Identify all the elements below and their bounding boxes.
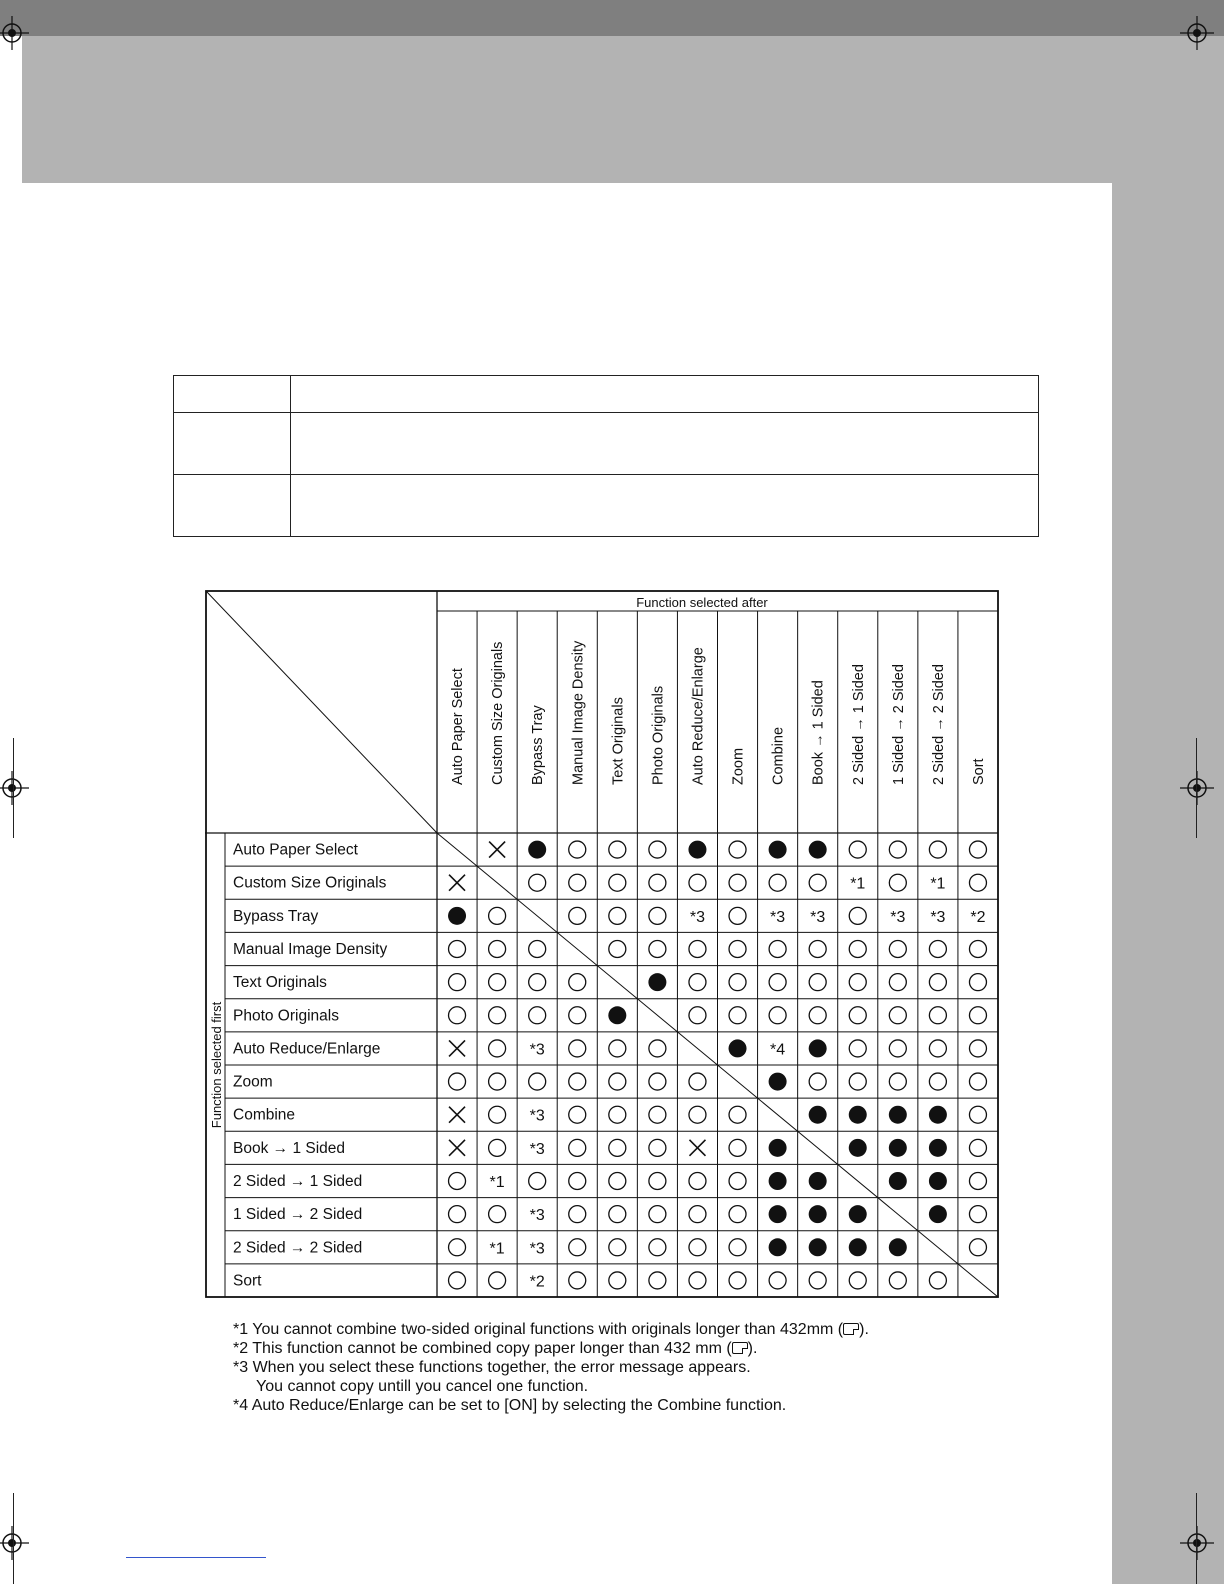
open-circle-icon xyxy=(609,1073,626,1090)
open-circle-icon xyxy=(969,874,986,891)
open-circle-icon xyxy=(689,1106,706,1123)
open-circle-icon xyxy=(649,1106,666,1123)
open-circle-icon xyxy=(489,1007,506,1024)
open-circle-icon xyxy=(449,1206,466,1223)
filled-circle-icon xyxy=(929,1205,947,1223)
footnote-ref: *3 xyxy=(930,908,946,926)
open-circle-icon xyxy=(449,1173,466,1190)
filled-circle-icon xyxy=(729,1039,747,1057)
open-circle-icon xyxy=(609,874,626,891)
open-circle-icon xyxy=(809,1272,826,1289)
open-circle-icon xyxy=(969,1040,986,1057)
row-label: Manual Image Density xyxy=(233,941,388,958)
footnote-ref: *3 xyxy=(529,1041,545,1059)
footnote-ref: *3 xyxy=(529,1240,545,1258)
footnote-ref: *3 xyxy=(529,1207,545,1225)
open-circle-icon xyxy=(969,841,986,858)
open-circle-icon xyxy=(729,874,746,891)
open-circle-icon xyxy=(609,941,626,958)
open-circle-icon xyxy=(569,1206,586,1223)
open-circle-icon xyxy=(849,974,866,991)
open-circle-icon xyxy=(849,1040,866,1057)
column-label: Zoom xyxy=(730,747,747,785)
legend-cell xyxy=(174,413,291,475)
open-circle-icon xyxy=(609,907,626,924)
open-circle-icon xyxy=(489,1206,506,1223)
footnote-2-text: *2 This function cannot be combined copy paper longer than 432 mm ( xyxy=(233,1340,732,1357)
open-circle-icon xyxy=(489,1106,506,1123)
footnote-ref: *3 xyxy=(810,908,826,926)
registration-mark-icon xyxy=(1180,16,1214,50)
open-circle-icon xyxy=(569,1139,586,1156)
open-circle-icon xyxy=(889,1007,906,1024)
open-circle-icon xyxy=(729,974,746,991)
registration-mark-icon xyxy=(1180,1526,1214,1560)
open-circle-icon xyxy=(489,1272,506,1289)
paper-size-icon xyxy=(843,1323,859,1335)
header-diagonal xyxy=(206,591,437,833)
open-circle-icon xyxy=(569,1239,586,1256)
open-circle-icon xyxy=(809,1007,826,1024)
open-circle-icon xyxy=(489,974,506,991)
open-circle-icon xyxy=(729,907,746,924)
registration-mark-icon xyxy=(0,16,29,50)
open-circle-icon xyxy=(689,874,706,891)
open-circle-icon xyxy=(649,941,666,958)
filled-circle-icon xyxy=(448,907,466,925)
filled-circle-icon xyxy=(769,1172,787,1190)
open-circle-icon xyxy=(729,1106,746,1123)
open-circle-icon xyxy=(489,1040,506,1057)
legend-table xyxy=(173,375,1039,537)
filled-circle-icon xyxy=(769,841,787,859)
filled-circle-icon xyxy=(769,1073,787,1091)
open-circle-icon xyxy=(529,941,546,958)
open-circle-icon xyxy=(489,1139,506,1156)
footnote-ref: *3 xyxy=(770,908,786,926)
footnote-ref: *1 xyxy=(850,875,866,893)
filled-circle-icon xyxy=(889,1106,907,1124)
open-circle-icon xyxy=(489,907,506,924)
row-label: Photo Originals xyxy=(233,1007,339,1025)
filled-circle-icon xyxy=(769,1238,787,1256)
filled-circle-icon xyxy=(809,1238,827,1256)
column-label: Text Originals xyxy=(610,697,627,785)
filled-circle-icon xyxy=(688,841,706,859)
open-circle-icon xyxy=(689,1007,706,1024)
open-circle-icon xyxy=(969,941,986,958)
open-circle-icon xyxy=(929,1073,946,1090)
column-label: Book → 1 Sided xyxy=(810,680,827,785)
column-label: 2 Sided → 1 Sided xyxy=(850,664,867,785)
filled-circle-icon xyxy=(929,1172,947,1190)
open-circle-icon xyxy=(889,1073,906,1090)
column-label: 1 Sided → 2 Sided xyxy=(890,664,907,785)
open-circle-icon xyxy=(449,974,466,991)
open-circle-icon xyxy=(769,974,786,991)
filled-circle-icon xyxy=(648,973,666,991)
open-circle-icon xyxy=(969,1007,986,1024)
filled-circle-icon xyxy=(769,1139,787,1157)
open-circle-icon xyxy=(569,974,586,991)
registration-mark-icon xyxy=(1180,771,1214,805)
footnote-ref: *3 xyxy=(529,1140,545,1158)
open-circle-icon xyxy=(969,1073,986,1090)
footnote-ref: *4 xyxy=(770,1041,786,1059)
footnote-ref: *2 xyxy=(529,1273,545,1291)
open-circle-icon xyxy=(729,1272,746,1289)
row-label: 2 Sided → 2 Sided xyxy=(233,1239,363,1257)
open-circle-icon xyxy=(769,1272,786,1289)
open-circle-icon xyxy=(649,874,666,891)
open-circle-icon xyxy=(449,1239,466,1256)
cross-icon xyxy=(449,875,465,891)
row-label: Text Originals xyxy=(233,974,327,992)
filled-circle-icon xyxy=(929,1139,947,1157)
cross-icon xyxy=(449,1107,465,1123)
footnote-2-end: ). xyxy=(747,1340,758,1357)
filled-circle-icon xyxy=(809,1205,827,1223)
filled-circle-icon xyxy=(929,1106,947,1124)
open-circle-icon xyxy=(649,1040,666,1057)
open-circle-icon xyxy=(569,1007,586,1024)
legend-cell xyxy=(174,376,291,413)
footnote-3-continued: You cannot copy untill you cancel one function. xyxy=(256,1378,589,1395)
open-circle-icon xyxy=(489,1073,506,1090)
paper-size-icon xyxy=(732,1342,748,1354)
combination-matrix xyxy=(205,590,1001,1300)
open-circle-icon xyxy=(569,1040,586,1057)
open-circle-icon xyxy=(969,1106,986,1123)
legend-cell xyxy=(291,475,1039,537)
registration-mark-icon xyxy=(0,1526,29,1560)
open-circle-icon xyxy=(689,1073,706,1090)
row-label: Custom Size Originals xyxy=(233,874,387,892)
open-circle-icon xyxy=(729,1139,746,1156)
open-circle-icon xyxy=(849,941,866,958)
open-circle-icon xyxy=(969,1173,986,1190)
side-tab-band xyxy=(1112,183,1224,1584)
open-circle-icon xyxy=(889,841,906,858)
open-circle-icon xyxy=(849,841,866,858)
footnote-ref: *2 xyxy=(970,908,986,926)
open-circle-icon xyxy=(929,1007,946,1024)
filled-circle-icon xyxy=(809,1172,827,1190)
open-circle-icon xyxy=(569,841,586,858)
open-circle-icon xyxy=(689,1206,706,1223)
open-circle-icon xyxy=(809,974,826,991)
open-circle-icon xyxy=(689,1272,706,1289)
footnote-4: *4 Auto Reduce/Enlarge can be set to [ON] by selecting the Combine function. xyxy=(233,1397,787,1414)
footnote-ref: *1 xyxy=(930,875,946,893)
open-circle-icon xyxy=(609,1206,626,1223)
footnote-1-text: *1 You cannot combine two-sided original functions with originals longer than 432mm ( xyxy=(233,1321,844,1338)
open-circle-icon xyxy=(969,974,986,991)
open-circle-icon xyxy=(609,1139,626,1156)
filled-circle-icon xyxy=(849,1238,867,1256)
cross-icon xyxy=(449,1040,465,1056)
filled-circle-icon xyxy=(809,1039,827,1057)
legend-cell xyxy=(291,413,1039,475)
filled-circle-icon xyxy=(809,841,827,859)
top-bar xyxy=(0,0,1224,36)
open-circle-icon xyxy=(609,1040,626,1057)
open-circle-icon xyxy=(769,1007,786,1024)
column-label: Custom Size Originals xyxy=(490,641,507,785)
registration-mark-icon xyxy=(0,771,29,805)
open-circle-icon xyxy=(489,941,506,958)
filled-circle-icon xyxy=(528,841,546,859)
open-circle-icon xyxy=(449,1073,466,1090)
open-circle-icon xyxy=(609,841,626,858)
filled-circle-icon xyxy=(849,1139,867,1157)
footnote-1 xyxy=(233,1320,993,1339)
crop-line xyxy=(1196,738,1197,838)
open-circle-icon xyxy=(649,907,666,924)
column-label: Photo Originals xyxy=(650,685,667,785)
open-circle-icon xyxy=(529,1073,546,1090)
open-circle-icon xyxy=(889,874,906,891)
open-circle-icon xyxy=(569,907,586,924)
cross-icon xyxy=(689,1140,705,1156)
open-circle-icon xyxy=(529,874,546,891)
row-label: 2 Sided → 1 Sided xyxy=(233,1173,363,1190)
open-circle-icon xyxy=(849,1073,866,1090)
open-circle-icon xyxy=(889,941,906,958)
filled-circle-icon xyxy=(849,1106,867,1124)
filled-circle-icon xyxy=(849,1205,867,1223)
open-circle-icon xyxy=(449,1272,466,1289)
open-circle-icon xyxy=(969,1206,986,1223)
footnote-ref: *3 xyxy=(529,1107,545,1125)
side-header: Function selected first xyxy=(209,1001,224,1129)
column-label: Auto Reduce/Enlarge xyxy=(690,647,707,785)
footnote-3: *3 When you select these functions together, the error message appears. xyxy=(233,1359,751,1376)
row-label: Auto Paper Select xyxy=(233,841,358,859)
crop-line xyxy=(1196,1493,1197,1584)
open-circle-icon xyxy=(929,941,946,958)
open-circle-icon xyxy=(889,1040,906,1057)
footnote-1-end: ). xyxy=(859,1321,869,1338)
open-circle-icon xyxy=(729,1206,746,1223)
open-circle-icon xyxy=(609,1106,626,1123)
open-circle-icon xyxy=(689,1239,706,1256)
footnote-ref: *3 xyxy=(890,908,906,926)
open-circle-icon xyxy=(929,974,946,991)
filled-circle-icon xyxy=(889,1172,907,1190)
crop-line xyxy=(13,738,14,838)
open-circle-icon xyxy=(689,941,706,958)
open-circle-icon xyxy=(569,1073,586,1090)
column-label: 2 Sided → 2 Sided xyxy=(930,664,947,785)
legend-cell xyxy=(291,376,1039,413)
open-circle-icon xyxy=(729,1173,746,1190)
open-circle-icon xyxy=(929,1272,946,1289)
open-circle-icon xyxy=(969,1139,986,1156)
footnotes xyxy=(233,1320,993,1415)
top-header: Function selected after xyxy=(636,595,768,610)
column-label: Bypass Tray xyxy=(530,705,547,785)
open-circle-icon xyxy=(529,1007,546,1024)
row-label: 1 Sided → 2 Sided xyxy=(233,1206,363,1224)
open-circle-icon xyxy=(809,941,826,958)
cross-icon xyxy=(489,842,505,858)
row-label: Auto Reduce/Enlarge xyxy=(233,1040,381,1058)
footnote-ref: *1 xyxy=(489,1174,505,1191)
filled-circle-icon xyxy=(809,1106,827,1124)
column-label: Auto Paper Select xyxy=(450,668,467,785)
row-label: Book → 1 Sided xyxy=(233,1139,346,1157)
open-circle-icon xyxy=(849,1007,866,1024)
footnote-ref: *3 xyxy=(689,908,706,926)
open-circle-icon xyxy=(649,1206,666,1223)
open-circle-icon xyxy=(809,874,826,891)
open-circle-icon xyxy=(889,1272,906,1289)
open-circle-icon xyxy=(769,941,786,958)
crop-line xyxy=(13,1493,14,1584)
open-circle-icon xyxy=(729,1007,746,1024)
open-circle-icon xyxy=(849,1272,866,1289)
open-circle-icon xyxy=(649,841,666,858)
open-circle-icon xyxy=(529,974,546,991)
open-circle-icon xyxy=(929,841,946,858)
column-label: Sort xyxy=(970,758,987,785)
open-circle-icon xyxy=(649,1173,666,1190)
open-circle-icon xyxy=(609,1173,626,1190)
filled-circle-icon xyxy=(889,1238,907,1256)
cross-icon xyxy=(449,1140,465,1156)
column-label: Combine xyxy=(770,726,787,785)
open-circle-icon xyxy=(569,1106,586,1123)
header-band xyxy=(22,36,1224,183)
open-circle-icon xyxy=(649,1139,666,1156)
open-circle-icon xyxy=(849,907,866,924)
row-label: Combine xyxy=(233,1106,296,1124)
open-circle-icon xyxy=(969,1239,986,1256)
open-circle-icon xyxy=(649,1073,666,1090)
open-circle-icon xyxy=(769,874,786,891)
row-label: Sort xyxy=(233,1272,262,1290)
bottom-link-underline xyxy=(126,1557,266,1558)
open-circle-icon xyxy=(569,1272,586,1289)
open-circle-icon xyxy=(809,1073,826,1090)
footnote-2 xyxy=(233,1339,993,1358)
open-circle-icon xyxy=(729,841,746,858)
open-circle-icon xyxy=(609,1272,626,1289)
row-label: Zoom xyxy=(233,1073,273,1091)
legend-cell xyxy=(174,475,291,537)
open-circle-icon xyxy=(729,941,746,958)
open-circle-icon xyxy=(689,1173,706,1190)
open-circle-icon xyxy=(649,1272,666,1289)
open-circle-icon xyxy=(689,974,706,991)
open-circle-icon xyxy=(609,1239,626,1256)
filled-circle-icon xyxy=(608,1006,626,1024)
open-circle-icon xyxy=(929,1040,946,1057)
filled-circle-icon xyxy=(889,1139,907,1157)
open-circle-icon xyxy=(529,1173,546,1190)
open-circle-icon xyxy=(729,1239,746,1256)
open-circle-icon xyxy=(449,941,466,958)
open-circle-icon xyxy=(889,974,906,991)
open-circle-icon xyxy=(449,1007,466,1024)
footnote-ref: *1 xyxy=(489,1240,505,1258)
open-circle-icon xyxy=(569,874,586,891)
filled-circle-icon xyxy=(769,1205,787,1223)
open-circle-icon xyxy=(569,1173,586,1190)
open-circle-icon xyxy=(649,1239,666,1256)
column-label: Manual Image Density xyxy=(570,640,587,785)
row-label: Bypass Tray xyxy=(233,907,319,925)
